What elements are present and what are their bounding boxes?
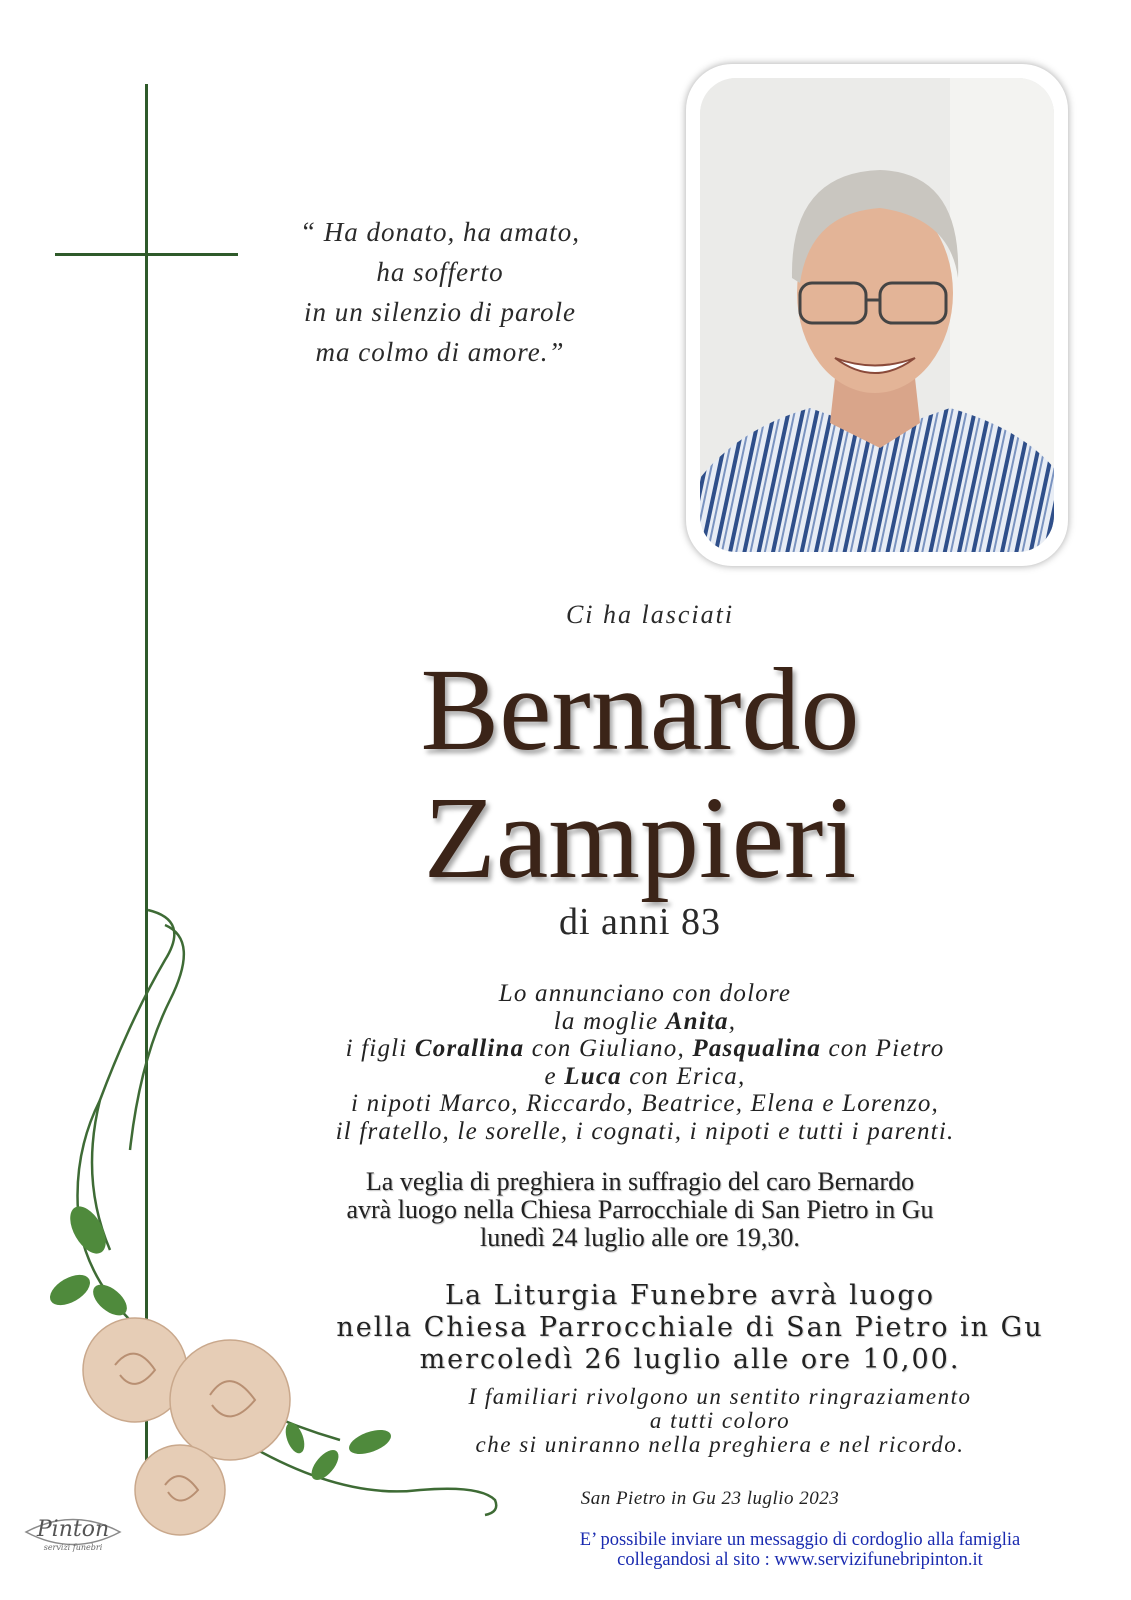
svg-text:Pinton: Pinton: [36, 1517, 110, 1542]
deceased-age: di anni 83: [559, 901, 721, 943]
child-name: Pasqualina: [692, 1035, 822, 1062]
mourners-line: il fratello, le sorelle, i cognati, i nipoti e tutti i parenti.: [335, 1117, 955, 1145]
mourners-line: i figli Corallina con Giuliano, Pasqualina con Pietro: [345, 1035, 945, 1062]
quote-line: “ Ha donato, ha amato,: [299, 217, 581, 247]
condolence-message: [520, 1530, 1080, 1570]
wife-name: Anita: [665, 1007, 729, 1035]
child-name: Corallina: [414, 1035, 525, 1062]
vigil-line: avrà luogo nella Chiesa Parrocchiale di San Pietro in Gu: [346, 1195, 934, 1224]
funeral-line: nella Chiesa Parrocchiale di San Pietro in Gu: [336, 1312, 1044, 1343]
mourners-line: e Luca con Erica,: [544, 1062, 746, 1090]
quote-line: ha sofferto: [376, 257, 504, 287]
child-name: Luca: [564, 1062, 622, 1090]
vigil-line: lunedì 24 luglio alle ore 19,30.: [480, 1223, 800, 1252]
epitaph-quote: [270, 212, 610, 372]
mourners-line: la moglie Anita,: [553, 1007, 737, 1035]
intro-text: Ci ha lasciati: [565, 600, 735, 629]
cross-horizontal: [55, 253, 238, 256]
mourners-line: Lo annunciano con dolore: [498, 980, 792, 1007]
pinton-logo: [18, 1502, 128, 1562]
quote-line: ma colmo di amore.”: [315, 337, 565, 367]
rose-decoration: [40, 900, 520, 1560]
vigil-line: La veglia di preghiera in suffragio del caro Bernardo: [365, 1167, 915, 1196]
mourners-line: i nipoti Marco, Riccardo, Beatrice, Elena e Lorenzo,: [351, 1090, 939, 1117]
thanks-line: a tutti coloro: [649, 1408, 791, 1433]
portrait-photo: [700, 78, 1054, 552]
svg-text:servizi funebri: servizi funebri: [43, 1543, 103, 1552]
funeral-line: mercoledì 26 luglio alle ore 10,00.: [419, 1344, 961, 1375]
portrait-frame: [686, 64, 1068, 566]
deceased-last-name: Zampieri: [423, 772, 857, 903]
condolence-link[interactable]: collegandosi al sito : www.servizifunebripinton.it: [617, 1550, 983, 1570]
condolence-line: E’ possibile inviare un messaggio di cordoglio alla famiglia: [579, 1530, 1021, 1550]
place-and-date: San Pietro in Gu 23 luglio 2023: [580, 1488, 840, 1509]
deceased-first-name: Bernardo: [420, 644, 860, 775]
quote-line: in un silenzio di parole: [304, 297, 576, 327]
funeral-line: La Liturgia Funebre avrà luogo: [445, 1280, 935, 1311]
thanks-line: che si uniranno nella preghiera e nel ricordo.: [475, 1432, 965, 1457]
thanks-line: I familiari rivolgono un sentito ringraziamento: [468, 1384, 972, 1409]
